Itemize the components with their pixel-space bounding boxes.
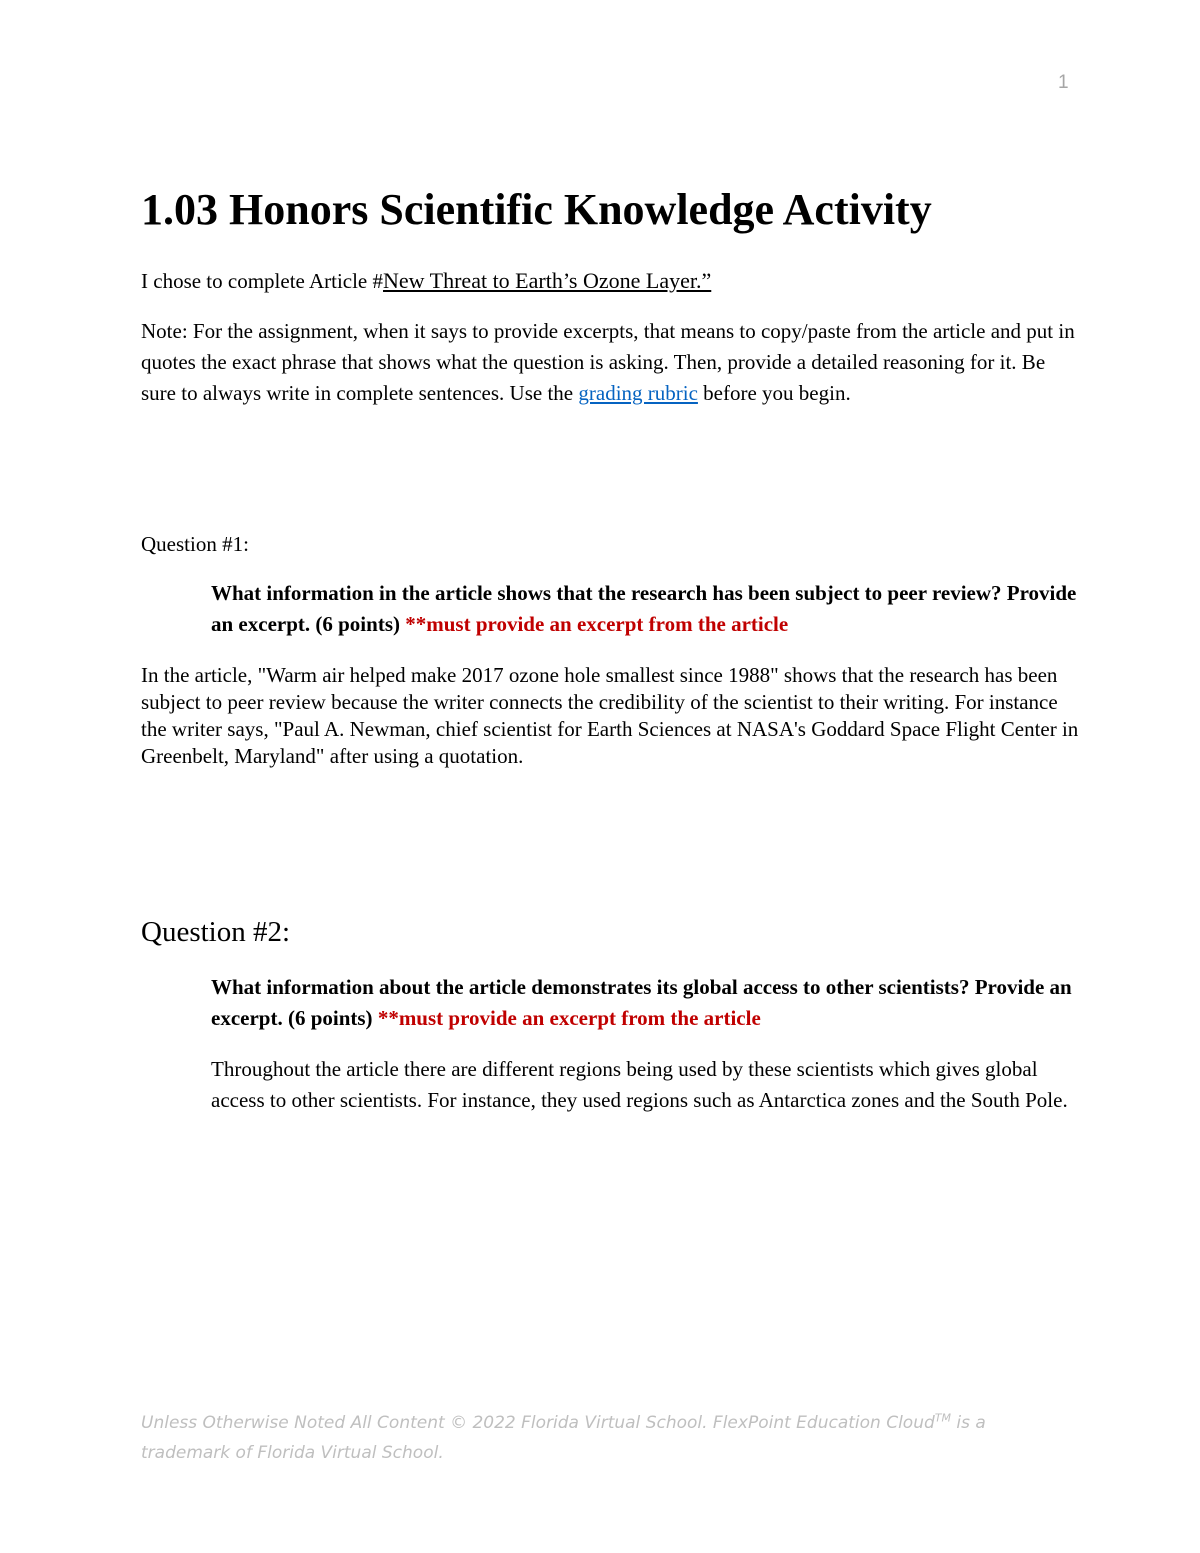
footer-text: Unless Otherwise Noted All Content © 2022 Florida Virtual School. FlexPoint Education Cloud — [141, 1413, 935, 1433]
assignment-note — [141, 316, 1081, 409]
question-2-prompt — [211, 972, 1091, 1034]
article-prefix: I chose to complete Article # — [141, 269, 384, 293]
grading-rubric-link[interactable]: grading rubric — [578, 381, 698, 405]
note-text: Note: For the assignment, when it says to provide excerpts, that means to copy/paste from the article and put in quotes the exact phrase that shows what the question is asking. Then, provide a detailed reasoning for it. Be sure to always write in complete sentences. Use the — [141, 319, 1075, 405]
question-2-text: What information about the article demonstrates its global access to other scientists? Provide an excerpt. (6 points) — [211, 975, 1072, 1030]
question-2-answer: Throughout the article there are different regions being used by these scientists which gives global access to other scientists. For instance, they used regions such as Antarctica zones and the South Pole. — [211, 1057, 1068, 1112]
article-selection — [141, 266, 711, 296]
question-1-prompt — [211, 578, 1091, 640]
copyright-footer — [141, 1408, 1041, 1468]
note-text-end: before you begin. — [697, 381, 851, 405]
question-1-requirement: **must provide an excerpt from the article — [405, 612, 789, 636]
trademark-mark: TM — [934, 1411, 951, 1425]
page-number: 1 — [1058, 72, 1069, 93]
question-1-heading: Question #1: — [141, 532, 249, 556]
footer-text-end: is a trademark of Florida Virtual School. — [141, 1413, 986, 1463]
question-2-heading: Question #2: — [141, 916, 291, 948]
question-1-text: What information in the article shows that the research has been subject to peer review? Provide an excerpt. (6 points) — [211, 581, 1077, 636]
question-2-requirement: **must provide an excerpt from the article — [377, 1006, 761, 1030]
article-name: New Threat to Earth’s Ozone Layer.” — [383, 268, 712, 293]
page-title: 1.03 Honors Scientific Knowledge Activity — [141, 185, 932, 234]
question-1-answer: In the article, "Warm air helped make 2017 ozone hole smallest since 1988" shows that the research has been subject to peer review because the writer connects the credibility of the scientist to their writing. For instance the writer says, "Paul A. Newman, chief scientist for Earth Sciences at NASA's Goddard Space Flight Center in Greenbelt, Maryland" after using a quotation. — [141, 663, 1079, 768]
